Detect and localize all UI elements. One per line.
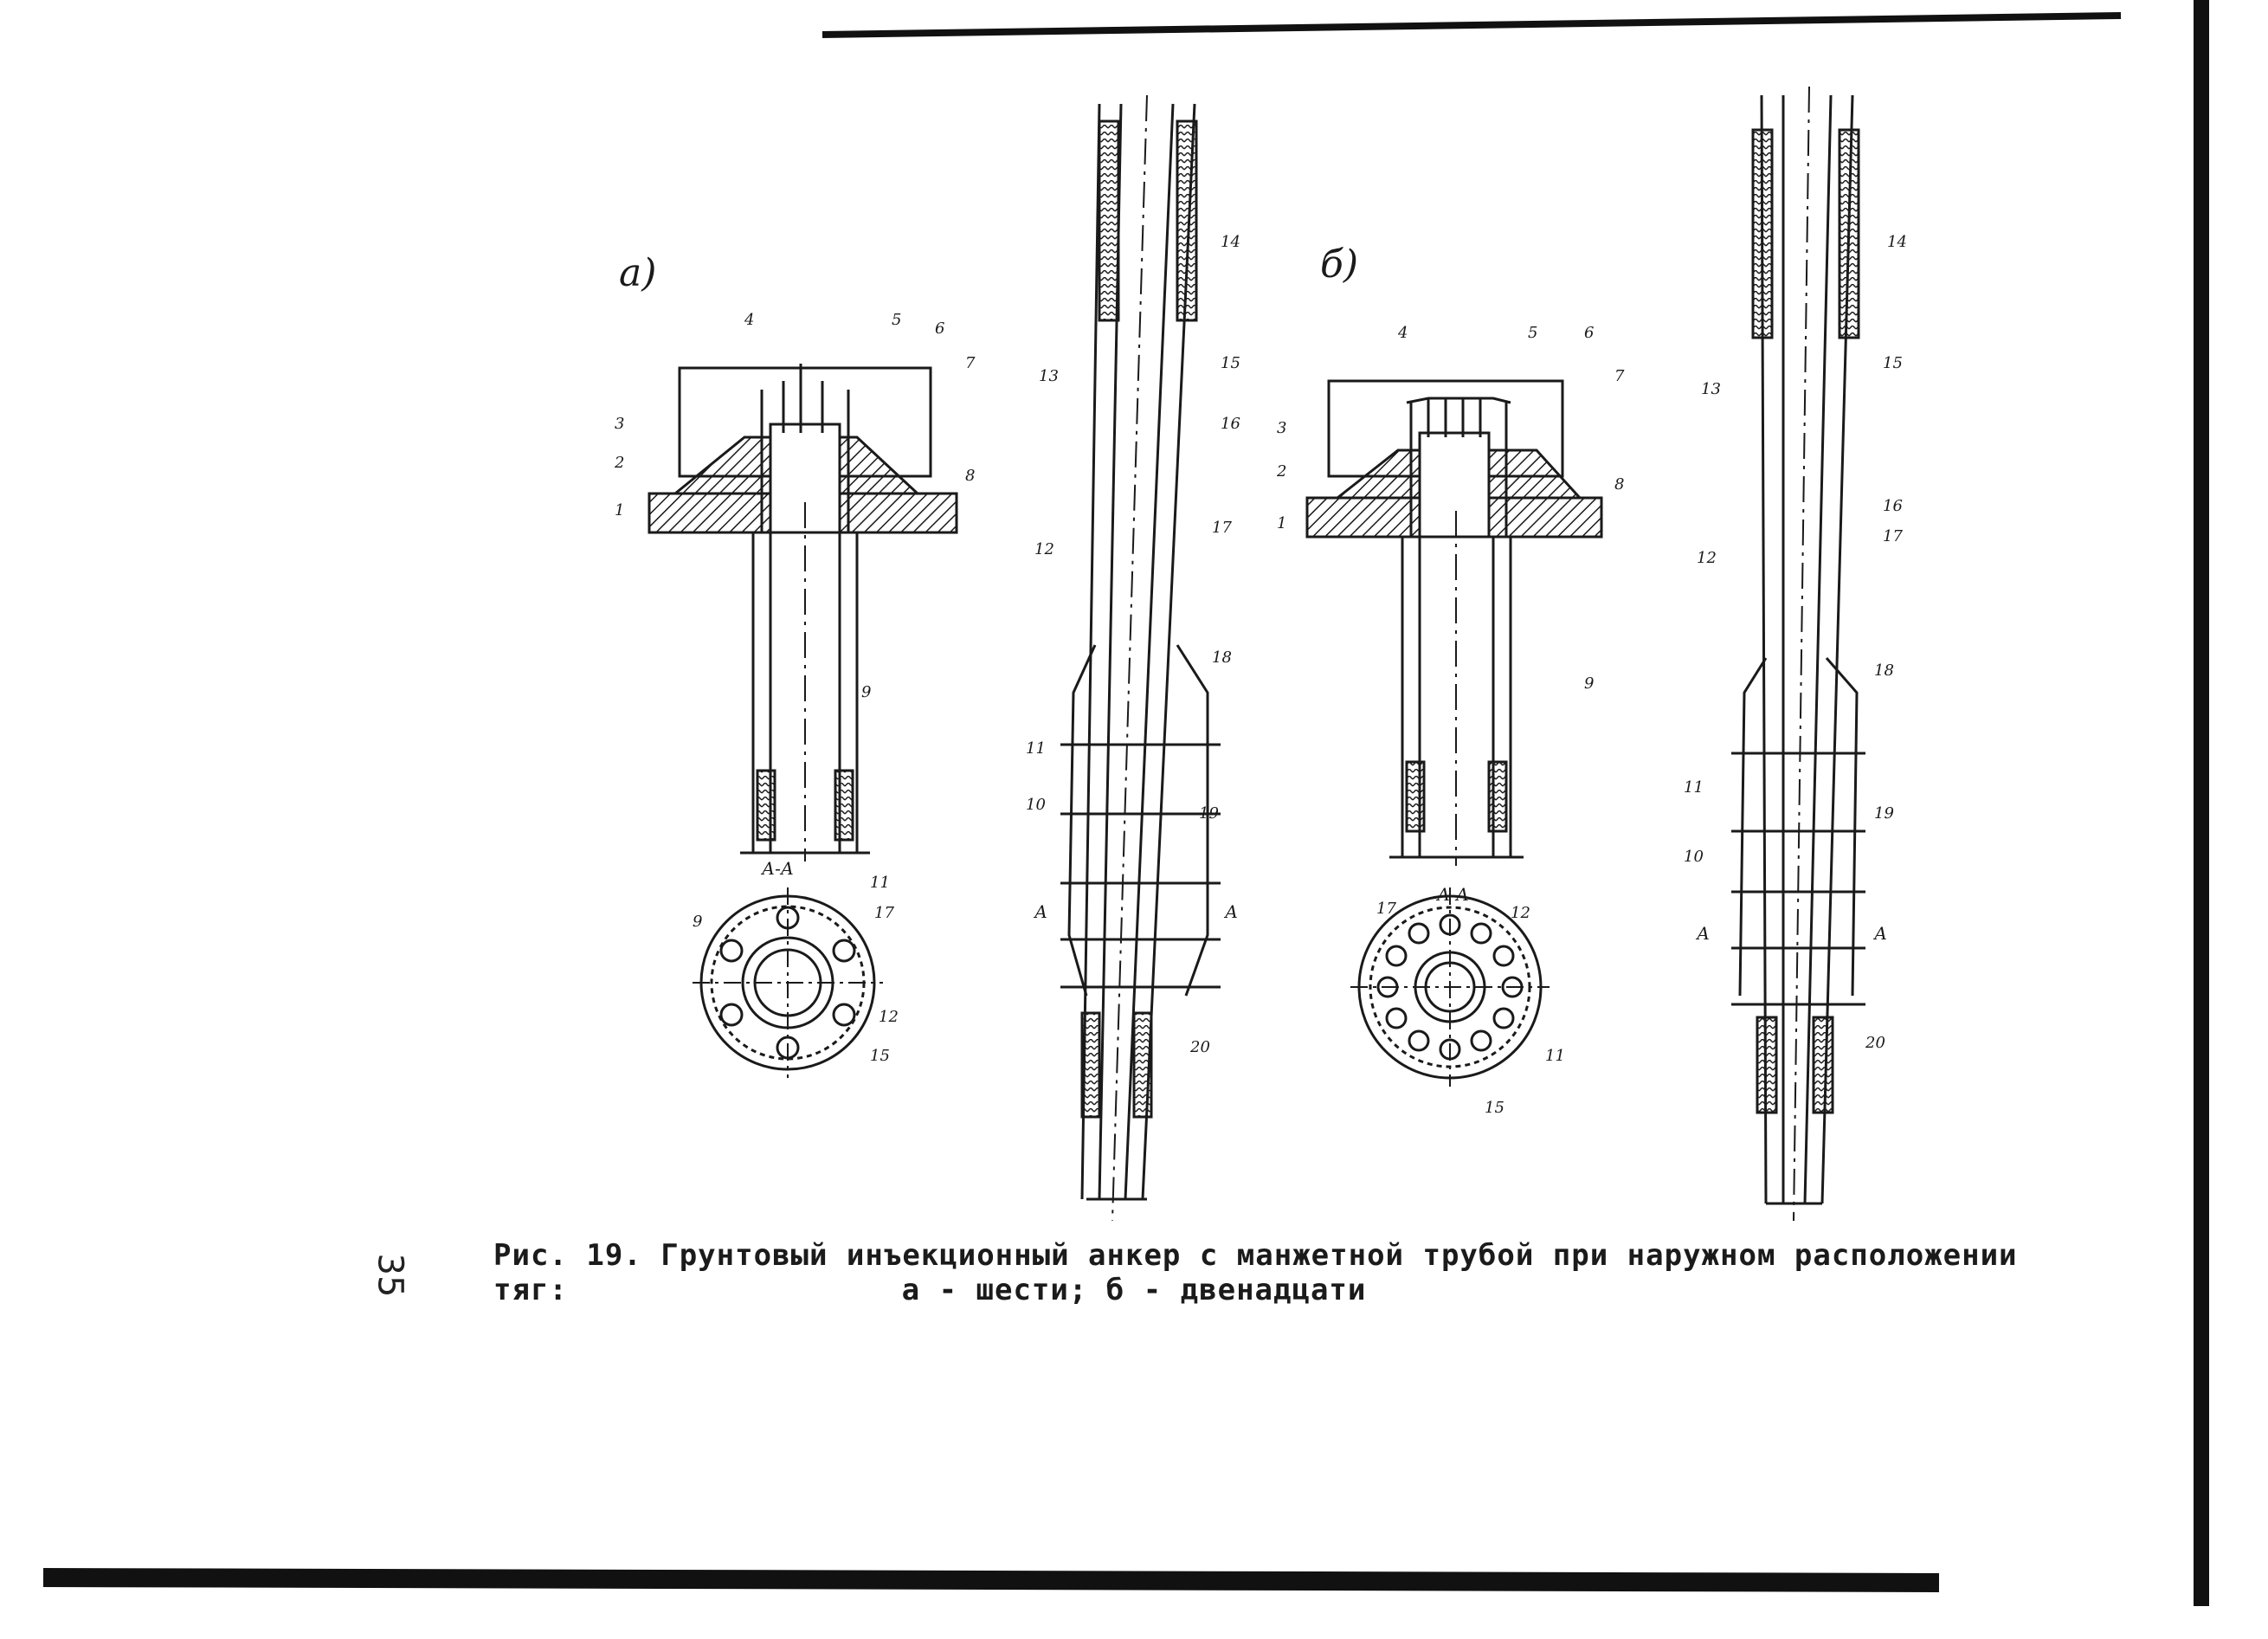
callout-b-4: 4: [1398, 324, 1408, 342]
callout-bt-12: 12: [1697, 549, 1717, 567]
callout-bt-18: 18: [1874, 661, 1894, 680]
callout-bt-17: 17: [1883, 527, 1903, 545]
callouts: [614, 233, 1907, 1117]
callout-bt-20: 20: [1865, 1034, 1885, 1052]
callout-a-3: 3: [615, 415, 625, 433]
callout-a-7: 7: [965, 354, 976, 372]
callout-b-6: 6: [1584, 324, 1595, 342]
callout-as-12: 12: [879, 1008, 899, 1026]
callout-at-12: 12: [1034, 540, 1054, 558]
callout-a-2: 2: [615, 454, 625, 472]
callout-a-9: 9: [861, 683, 872, 701]
section-label-a: А-А: [762, 858, 795, 879]
callout-bt-15: 15: [1883, 354, 1903, 372]
callout-at-10: 10: [1026, 796, 1046, 814]
panel-b-head-assembly: [1307, 381, 1601, 866]
page-number: 35: [370, 1253, 410, 1298]
page-rules: [43, 0, 2201, 1606]
callout-at-20: 20: [1190, 1038, 1210, 1056]
panel-a-label: а): [619, 251, 657, 295]
section-labels: [760, 858, 1887, 944]
callout-at-13: 13: [1039, 367, 1059, 385]
figure-caption-line-1: Рис. 19. Грунтовый инъекционный анкер с манжетной трубой при наружном расположении тяг:: [493, 1238, 2018, 1307]
callout-b-1: 1: [1277, 514, 1287, 532]
figure-labels: [619, 242, 1358, 295]
callout-as-9: 9: [693, 913, 703, 931]
callout-at-15: 15: [1221, 354, 1240, 372]
callout-at-19: 19: [1199, 804, 1219, 823]
callout-bt-19: 19: [1874, 804, 1894, 823]
callout-a-5: 5: [892, 311, 902, 329]
callout-bs-11: 11: [1545, 1047, 1565, 1065]
panel-b-label: б): [1320, 242, 1359, 287]
cut-marker-a-left: А: [1034, 901, 1048, 922]
callout-a-6: 6: [935, 319, 945, 338]
callout-b-5: 5: [1528, 324, 1538, 342]
callout-b-8: 8: [1614, 475, 1625, 494]
callout-b-3: 3: [1277, 419, 1287, 437]
callout-at-16: 16: [1221, 415, 1240, 433]
cut-marker-b-left: А: [1697, 923, 1711, 944]
callout-bt-10: 10: [1684, 848, 1704, 866]
callout-bs-12: 12: [1511, 904, 1530, 922]
callout-as-17: 17: [874, 904, 894, 922]
callout-a-1: 1: [615, 501, 625, 519]
callout-b-2: 2: [1277, 462, 1287, 481]
callout-at-17: 17: [1212, 519, 1232, 537]
callout-a-4: 4: [744, 311, 755, 329]
cut-marker-a-right: А: [1225, 901, 1239, 922]
callout-bt-13: 13: [1701, 380, 1721, 398]
callout-at-14: 14: [1221, 233, 1240, 251]
callout-bt-11: 11: [1684, 778, 1704, 797]
callout-at-11: 11: [1026, 739, 1046, 758]
callout-as-15: 15: [870, 1047, 890, 1065]
callout-a-8: 8: [965, 467, 976, 485]
callout-b-7: 7: [1614, 367, 1625, 385]
callout-bs-17: 17: [1376, 900, 1396, 918]
panel-b-manchette-tube: [1731, 87, 1865, 1221]
section-label-b: А-А: [1437, 884, 1470, 905]
callout-bs-15: 15: [1485, 1099, 1504, 1117]
figure-caption-line-2: а - шести; б - двенадцати: [901, 1273, 1367, 1307]
callout-at-18: 18: [1212, 649, 1232, 667]
panel-a-head-assembly: [649, 364, 957, 861]
panel-a-section-view: [693, 887, 883, 1078]
cut-marker-b-right: А: [1874, 923, 1888, 944]
callout-bt-14: 14: [1887, 233, 1907, 251]
callout-as-11: 11: [870, 874, 890, 892]
callout-bt-16: 16: [1883, 497, 1903, 515]
callout-b-9: 9: [1584, 674, 1595, 693]
